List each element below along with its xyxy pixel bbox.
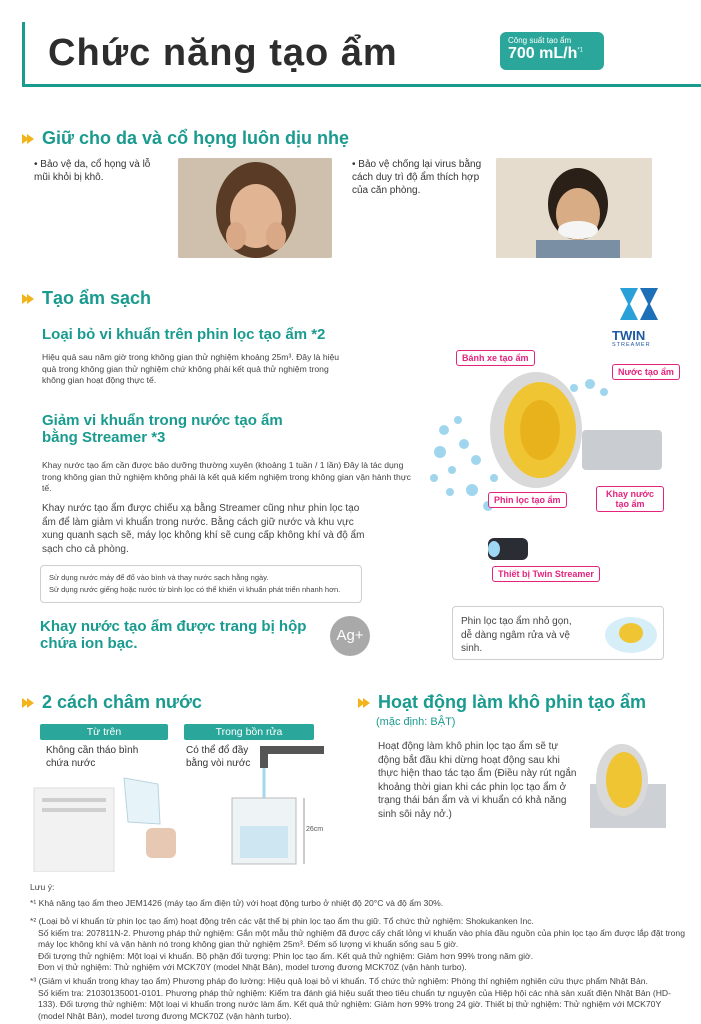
- woman-photo: [178, 158, 332, 258]
- section-clean-heading-text: Tạo ẩm sạch: [42, 288, 152, 308]
- filter-bacteria-body: Hiệu quả sau năm giờ trong không gian thử nghiệm khoảng 25m³. Đây là hiệu quả trong không gian thử nghiệm chứ không phải kết quả thử nghiệm trong không gian hoạt động thực tế.: [42, 352, 340, 385]
- section-dry-heading-text: Hoạt động làm khô phin tạo ẩm: [378, 692, 647, 712]
- footnote-2-line2: Số kiểm tra: 207811N-2. Phương pháp thử nghiệm: Gắn một mẫu thử nghiệm đã được cấy chất lỏng vi khuẩn vào phía đầu nguồn của phin lọc tạo ẩm được lắp đặt trong máy lọc không khí và vận hành nó trong không gian thử nghiệm 25m³. Đếm số lượng vi khuẩn sống sau 5 giờ.: [38, 927, 685, 949]
- streamer-water-title-line1: Giảm vi khuẩn trong nước tạo ẩm: [42, 412, 283, 429]
- filter-caption-text: Phin lọc tạo ẩm nhỏ gọn, dễ dàng ngâm rửa và vệ sinh.: [461, 616, 572, 654]
- water-usage-note: [40, 565, 362, 603]
- faucet-tank-illustration: [220, 742, 330, 870]
- title-accent-line: [22, 22, 25, 84]
- section-dry-heading: [358, 692, 646, 713]
- fill-in-sink-text: Có thể đổ đầy bằng vòi nước: [186, 745, 251, 769]
- filter-bowl-icon: [603, 611, 659, 655]
- tag-humidifier-wheel: Bánh xe tạo ẩm: [456, 350, 535, 366]
- tag-twin-streamer-device: Thiết bị Twin Streamer: [492, 566, 600, 582]
- man-coughing-illustration: [496, 158, 652, 258]
- fill-in-sink-tab: Trong bồn rửa: [184, 724, 314, 740]
- section-clean-heading: [22, 288, 151, 309]
- footnote-2-line3: Đối tượng thử nghiệm: Một loại vi khuẩn. Bộ phận đối tượng: Phin lọc tạo ẩm. Kết quả thử nghiệm: Giảm hơn 99% trong năm giờ.: [38, 950, 534, 961]
- fill-from-top-text: Không cần tháo bình chứa nước: [46, 745, 139, 769]
- twin-streamer-logo-icon: [612, 284, 666, 324]
- humidifier-diagram-illustration: [414, 360, 672, 590]
- silver-ion-title-line2: chứa ion bạc.: [40, 635, 138, 652]
- chevron-right-icon: [358, 696, 372, 710]
- footnote-3: [30, 976, 685, 1022]
- title-underline: [22, 84, 701, 87]
- section-skin-heading-text: Giữ cho da và cổ họng luôn dịu nhẹ: [42, 128, 350, 148]
- dry-body: Hoạt động làm khô phin lọc tạo ẩm sẽ tự động bắt đầu khi dừng hoạt động sau khi thực hiện thao tác tạo ẩm (Điều này rút ngắn khoảng thời gian khi các phin lọc tạo ẩm ở trạng thái bán ẩm và vi khuẩn có khả năng sinh sôi nảy nở.): [378, 741, 577, 820]
- footnote-label: Lưu ý:: [30, 882, 55, 892]
- silver-ion-title-line1: Khay nước tạo ẩm được trang bị hộp: [40, 618, 307, 635]
- dry-filter-illustration: [588, 740, 668, 840]
- capacity-footnote-mark: *1: [577, 47, 584, 54]
- humidifier-diagram: [414, 360, 672, 590]
- man-photo: [496, 158, 652, 258]
- streamer-water-body2: Khay nước tạo ẩm được chiếu xạ bằng Streamer cũng như phin lọc tạo ẩm để làm giảm vi khuẩn trong nước. Bằng cách giữ nước và khu vực xung quanh sạch sẽ, máy lọc không khí sẽ cung cấp không khí và độ ẩm sạch cho cả phòng.: [42, 503, 365, 555]
- capacity-badge: [500, 32, 604, 70]
- virus-bullet: • Bảo vệ chống lại virus bằng cách duy trì độ ẩm thích hợp của căn phòng.: [352, 159, 482, 196]
- water-note-line1: Sử dụng nước máy để đổ vào bình và thay nước sạch hằng ngày.: [49, 573, 269, 582]
- footnote-3-line2: Số kiểm tra: 21030135001-0101. Phương pháp thử nghiệm: Kiểm tra đánh giá hiệu suất theo tiêu chuẩn tự nguyện của Hiệp hội các nhà sản xuất điện Nhật Bản (HD-133). Đối tượng thử nghiệm: Một loại vi khuẩn trong nước làm ẩm. Kết quả thử nghiệm: Giảm hơn 99% trong 24 giờ. Thiết bị thử nghiệm: Thử nghiệm với MCK70Y (model Nhật Bản), model tương đương MCK70Z (vận hành turbo).: [38, 987, 671, 1021]
- fill-from-top-tab: Từ trên: [40, 724, 168, 740]
- woman-face-illustration: [178, 158, 332, 258]
- fill-from-top-illustration: [28, 768, 178, 872]
- footnote-2-line1: *² (Loại bỏ vi khuẩn từ phin lọc tạo ẩm) hoạt động trên các vật thể bị phin lọc tạo ẩm thu giữ. Tổ chức thử nghiệm: Shokukanken Inc.: [30, 916, 534, 926]
- streamer-logo-text: STREAMER: [612, 342, 651, 348]
- silver-ion-icon: Ag+: [330, 616, 370, 656]
- filter-bacteria-title: Loại bỏ vi khuẩn trên phin lọc tạo ẩm *2: [42, 326, 326, 343]
- tag-humidifier-water: Nước tạo ẩm: [612, 364, 680, 380]
- footnote-2-line4: Đơn vị thử nghiệm: Thử nghiệm với MCK70Y (model Nhật Bản), model tương đương MCK70Z (vận hành turbo).: [38, 962, 467, 972]
- capacity-label: Công suất tạo ẩm: [508, 36, 572, 45]
- height-label: 26cm: [306, 826, 324, 833]
- filter-caption-box: [452, 606, 664, 660]
- footnote-3-line1: *³ (Giảm vi khuẩn trong khay tạo ẩm) Phương pháp đo lường: Hiệu quả loại bỏ vi khuẩn. Tổ chức thử nghiệm: Phòng thí nghiệm nghiên cứu thực phẩm Nhật Bản.: [30, 976, 648, 986]
- dry-default-label: (mặc định: BẬT): [376, 716, 456, 728]
- streamer-water-body1: Khay nước tạo ẩm cần được bảo dưỡng thường xuyên (khoảng 1 tuần / 1 lần) Đây là tác dụng trong không gian thử nghiệm không phải là kết quả kiểm nghiệm trong không gian vận hành thực tế.: [42, 460, 411, 493]
- section-skin-heading: [22, 128, 349, 149]
- filter-unit-illustration: [588, 740, 668, 840]
- fill-in-sink-illustration: [220, 742, 330, 870]
- chevron-right-icon: [22, 696, 36, 710]
- water-note-line2: Sử dụng nước giếng hoặc nước từ bình lọc có thể khiến vi khuẩn phát triển nhanh hơn.: [49, 585, 341, 594]
- twin-logo-text: TWIN: [612, 328, 646, 343]
- chevron-right-icon: [22, 132, 36, 146]
- page-title: Chức năng tạo ẩm: [48, 32, 398, 74]
- tag-humidifier-filter: Phin lọc tạo ẩm: [488, 492, 567, 508]
- streamer-water-title-line2: bằng Streamer *3: [42, 429, 166, 446]
- twin-streamer-logo: [612, 284, 666, 354]
- purifier-pitcher-illustration: [28, 768, 178, 872]
- chevron-right-icon: [22, 292, 36, 306]
- footnote-2: [30, 916, 685, 974]
- section-fill-heading: [22, 692, 202, 713]
- skin-bullet: • Bảo vệ da, cổ họng và lỗ mũi khỏi bị khô.: [34, 159, 151, 183]
- title-bar: [0, 8, 701, 88]
- section-fill-heading-text: 2 cách châm nước: [42, 692, 202, 712]
- footnote-1: *¹ Khả năng tạo ẩm theo JEM1426 (máy tạo ẩm điện tử) với hoạt động turbo ở nhiệt độ 20°C và độ ẩm 30%.: [30, 898, 444, 908]
- tag-water-tray: Khay nước tạo ẩm: [596, 486, 664, 512]
- capacity-value: 700 mL/h: [508, 45, 578, 62]
